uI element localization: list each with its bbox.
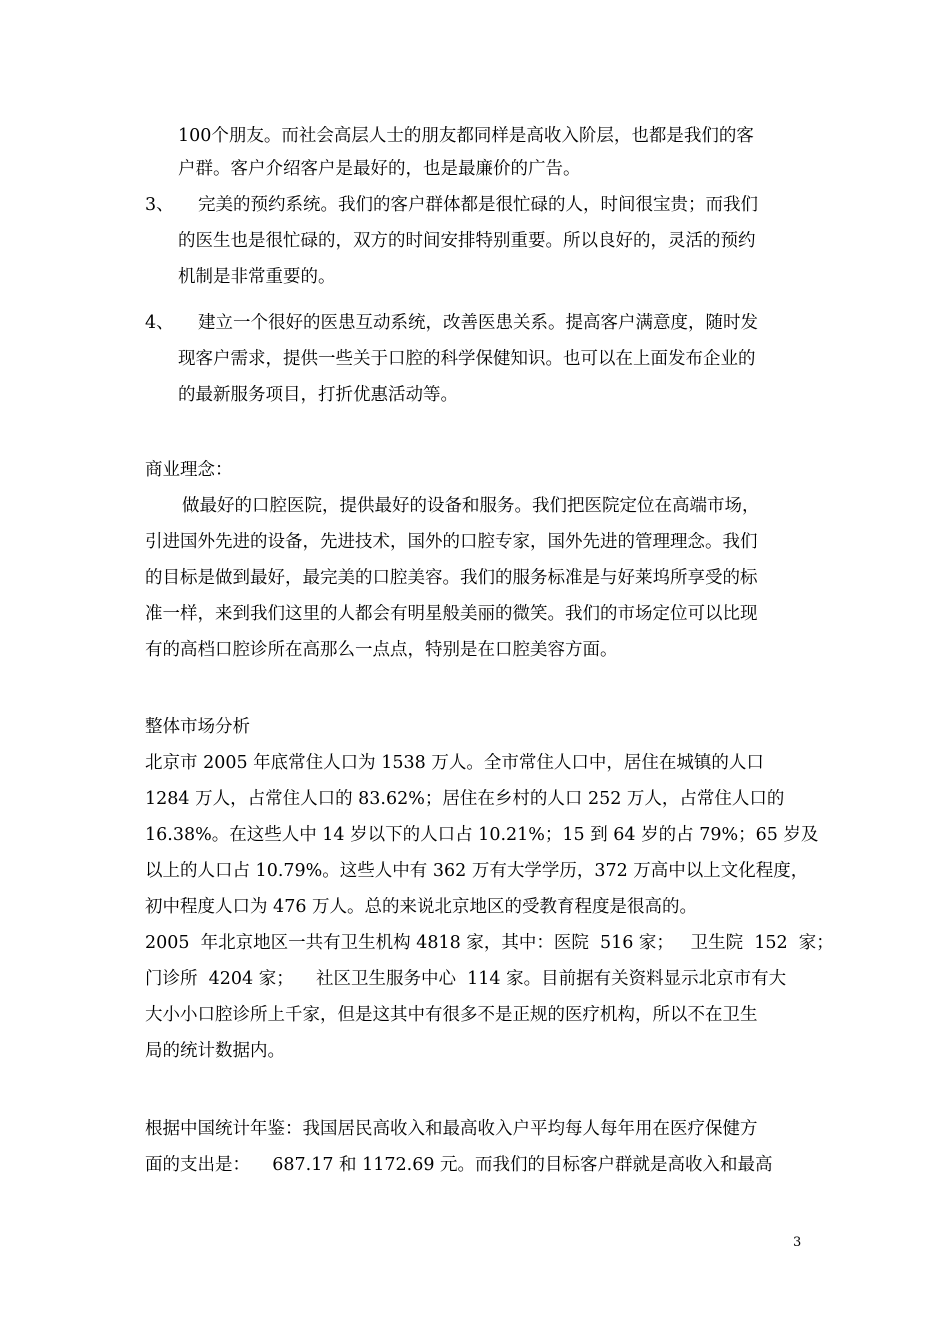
list-item-line: 现客户需求，提供一些关于口腔的科学保健知识。也可以在上面发布企业的 [178, 349, 756, 369]
paragraph-line: 引进国外先进的设备，先进技术，国外的口腔专家，国外先进的管理理念。我们 [145, 532, 758, 552]
paragraph-line: 有的高档口腔诊所在高那么一点点，特别是在口腔美容方面。 [145, 640, 618, 660]
list-item-number: 3、 [145, 195, 174, 215]
paragraph-line: 面的支出是： 687.17 和 1172.69 元。而我们的目标客户群就是高收入和最高 [145, 1155, 773, 1175]
paragraph-line: 局的统计数据内。 [145, 1041, 285, 1061]
paragraph-line: 大小小口腔诊所上千家，但是这其中有很多不是正规的医疗机构，所以不在卫生 [145, 1005, 758, 1025]
paragraph-line: 以上的人口占 10.79%。这些人中有 362 万有大学学历，372 万高中以上文化程度， [145, 861, 809, 881]
paragraph-line: 2005 年北京地区一共有卫生机构 4818 家，其中：医院 516 家； 卫生院 152 家； [145, 933, 834, 953]
section-heading-market-analysis: 整体市场分析 [145, 717, 250, 737]
paragraph-line: 准一样，来到我们这里的人都会有明星般美丽的微笑。我们的市场定位可以比现 [145, 604, 758, 624]
paragraph-line: 1284 万人，占常住人口的 83.62%；居住在乡村的人口 252 万人，占常住人口的 [145, 789, 785, 809]
paragraph-line: 做最好的口腔医院，提供最好的设备和服务。我们把医院定位在高端市场， [182, 496, 760, 516]
paragraph-line: 根据中国统计年鉴：我国居民高收入和最高收入户平均每人每年用在医疗保健方 [145, 1119, 758, 1139]
paragraph-line: 初中程度人口为 476 万人。总的来说北京地区的受教育程度是很高的。 [145, 897, 698, 917]
list-item-line: 的最新服务项目，打折优惠活动等。 [178, 385, 458, 405]
list-item-line: 机制是非常重要的。 [178, 267, 336, 287]
paragraph-line: 门诊所 4204 家； 社区卫生服务中心 114 家。目前据有关资料显示北京市有大 [145, 969, 787, 989]
list-item-line: 的医生也是很忙碌的，双方的时间安排特别重要。所以良好的，灵活的预约 [178, 231, 756, 251]
page-number: 3 [793, 1235, 802, 1250]
list-item-line: 建立一个很好的医患互动系统，改善医患关系。提高客户满意度，随时发 [198, 313, 758, 333]
paragraph-line: 北京市 2005 年底常住人口为 1538 万人。全市常住人口中，居住在城镇的人口 [145, 753, 764, 773]
paragraph-line: 16.38%。在这些人中 14 岁以下的人口占 10.21%；15 到 64 岁的占 79%；65 岁及 [145, 825, 819, 845]
list-item-number: 4、 [145, 313, 174, 333]
list-continuation-line: 户群。客户介绍客户是最好的，也是最廉价的广告。 [178, 159, 581, 179]
list-continuation-line: 100个朋友。而社会高层人士的朋友都同样是高收入阶层，也都是我们的客 [178, 126, 754, 146]
list-item-line: 完美的预约系统。我们的客户群体都是很忙碌的人，时间很宝贵；而我们 [198, 195, 758, 215]
section-heading-business-philosophy: 商业理念： [145, 460, 233, 480]
paragraph-line: 的目标是做到最好，最完美的口腔美容。我们的服务标准是与好莱坞所享受的标 [145, 568, 758, 588]
